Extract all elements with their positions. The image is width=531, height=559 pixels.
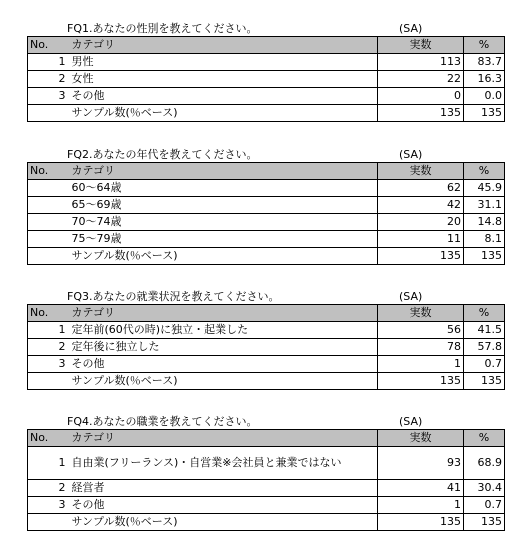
row-count: 41 [378, 480, 464, 497]
row-no [28, 373, 70, 390]
row-percent: 16.3 [464, 71, 505, 88]
result-table [27, 162, 505, 265]
row-no: 1 [28, 447, 70, 480]
row-count: 135 [378, 105, 464, 122]
answer-type-label: (SA) [399, 148, 423, 161]
row-label: その他 [70, 356, 378, 373]
row-percent: 30.4 [464, 480, 505, 497]
question-title: FQ3.あなたの就業状況を教えてください。 [67, 290, 280, 303]
row-label: 60～64歳 [70, 180, 378, 197]
row-no [28, 514, 70, 531]
row-label: サンプル数(％ベース) [70, 514, 378, 531]
row-count: 62 [378, 180, 464, 197]
table-header-row [28, 37, 505, 54]
header-no: No. [28, 305, 70, 322]
row-no: 2 [28, 71, 70, 88]
row-percent: 68.9 [464, 447, 505, 480]
header-category: カテゴリ [70, 37, 378, 54]
table-row [28, 71, 505, 88]
header-category: カテゴリ [70, 163, 378, 180]
sample-size-row [28, 248, 505, 265]
row-label: 男性 [70, 54, 378, 71]
header-percent: % [464, 305, 505, 322]
row-percent: 57.8 [464, 339, 505, 356]
table-row [28, 339, 505, 356]
row-count: 135 [378, 373, 464, 390]
header-count: 実数 [378, 163, 464, 180]
header-no: No. [28, 430, 70, 447]
row-percent: 8.1 [464, 231, 505, 248]
row-no [28, 180, 70, 197]
row-count: 113 [378, 54, 464, 71]
row-label: 定年後に独立した [70, 339, 378, 356]
answer-type-label: (SA) [399, 22, 423, 35]
row-no: 2 [28, 339, 70, 356]
row-label: 定年前(60代の時)に独立・起業した [70, 322, 378, 339]
row-no [28, 197, 70, 214]
row-percent: 0.7 [464, 497, 505, 514]
table-row [28, 180, 505, 197]
table-row [28, 480, 505, 497]
row-percent: 83.7 [464, 54, 505, 71]
row-label: 75～79歳 [70, 231, 378, 248]
sample-size-row [28, 373, 505, 390]
header-percent: % [464, 163, 505, 180]
row-percent: 14.8 [464, 214, 505, 231]
row-label: その他 [70, 88, 378, 105]
table-row [28, 447, 505, 480]
row-count: 0 [378, 88, 464, 105]
row-count: 42 [378, 197, 464, 214]
question-title: FQ1.あなたの性別を教えてください。 [67, 22, 258, 35]
header-category: カテゴリ [70, 430, 378, 447]
row-label: その他 [70, 497, 378, 514]
header-count: 実数 [378, 430, 464, 447]
result-table [27, 429, 505, 531]
table-row [28, 214, 505, 231]
row-count: 1 [378, 356, 464, 373]
table-row [28, 197, 505, 214]
row-no: 3 [28, 356, 70, 373]
row-no [28, 105, 70, 122]
row-percent: 31.1 [464, 197, 505, 214]
row-percent: 135 [464, 105, 505, 122]
table-row [28, 88, 505, 105]
row-label: 70～74歳 [70, 214, 378, 231]
row-percent: 0.0 [464, 88, 505, 105]
table-header-row [28, 430, 505, 447]
row-percent: 0.7 [464, 356, 505, 373]
row-percent: 135 [464, 248, 505, 265]
row-no: 1 [28, 54, 70, 71]
row-label: サンプル数(％ベース) [70, 373, 378, 390]
table-row [28, 356, 505, 373]
row-count: 135 [378, 248, 464, 265]
row-no [28, 248, 70, 265]
header-category: カテゴリ [70, 305, 378, 322]
sample-size-row [28, 105, 505, 122]
row-count: 78 [378, 339, 464, 356]
row-no: 1 [28, 322, 70, 339]
row-no: 3 [28, 88, 70, 105]
header-no: No. [28, 163, 70, 180]
header-count: 実数 [378, 37, 464, 54]
question-title: FQ4.あなたの職業を教えてください。 [67, 415, 258, 428]
row-no [28, 231, 70, 248]
row-no: 3 [28, 497, 70, 514]
table-header-row [28, 163, 505, 180]
row-percent: 135 [464, 514, 505, 531]
header-count: 実数 [378, 305, 464, 322]
row-count: 20 [378, 214, 464, 231]
row-percent: 45.9 [464, 180, 505, 197]
row-count: 56 [378, 322, 464, 339]
row-count: 93 [378, 447, 464, 480]
header-percent: % [464, 37, 505, 54]
row-count: 22 [378, 71, 464, 88]
row-count: 135 [378, 514, 464, 531]
row-label: 経営者 [70, 480, 378, 497]
answer-type-label: (SA) [399, 415, 423, 428]
row-label: サンプル数(％ベース) [70, 105, 378, 122]
row-label: 65～69歳 [70, 197, 378, 214]
table-header-row [28, 305, 505, 322]
answer-type-label: (SA) [399, 290, 423, 303]
row-percent: 41.5 [464, 322, 505, 339]
row-count: 11 [378, 231, 464, 248]
header-percent: % [464, 430, 505, 447]
table-row [28, 54, 505, 71]
question-title: FQ2.あなたの年代を教えてください。 [67, 148, 258, 161]
table-row [28, 322, 505, 339]
sample-size-row [28, 514, 505, 531]
table-row [28, 231, 505, 248]
row-label: サンプル数(％ベース) [70, 248, 378, 265]
row-count: 1 [378, 497, 464, 514]
row-label: 自由業(フリーランス)・自営業※会社員と兼業ではない [70, 447, 378, 480]
result-table [27, 304, 505, 390]
result-table [27, 36, 505, 122]
row-label: 女性 [70, 71, 378, 88]
table-row [28, 497, 505, 514]
row-no: 2 [28, 480, 70, 497]
row-percent: 135 [464, 373, 505, 390]
row-no [28, 214, 70, 231]
header-no: No. [28, 37, 70, 54]
